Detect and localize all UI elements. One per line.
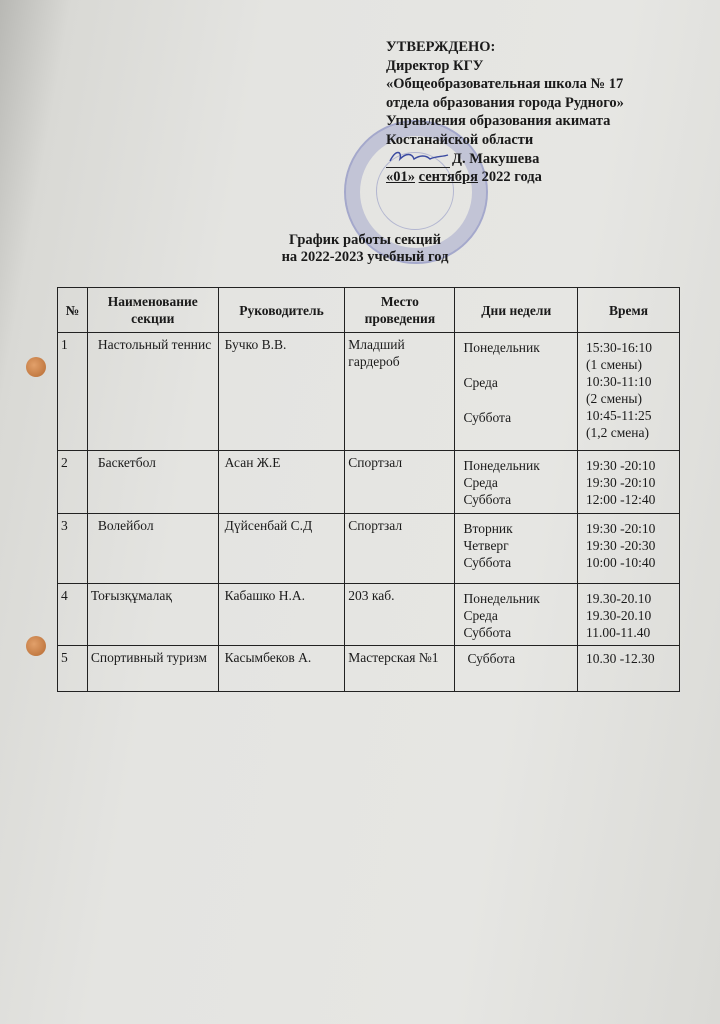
cell-section-name: Тоғызқұмалақ xyxy=(87,584,218,646)
time-item: 12:00 -12:40 xyxy=(586,492,656,507)
table-row xyxy=(58,514,680,584)
cell-days xyxy=(455,584,578,646)
day-item: Суббота xyxy=(463,625,512,640)
title-line-2: на 2022-2023 учебный год xyxy=(281,249,449,265)
time-item: 10.30 -12.30 xyxy=(586,651,655,666)
date-month: сентября xyxy=(418,169,478,186)
day-item: Четверг xyxy=(463,538,509,553)
cell-leader: Дүйсенбай С.Д xyxy=(218,514,345,584)
header-days: Дни недели xyxy=(455,288,578,333)
cell-place: Спортзал xyxy=(345,451,455,514)
day-item: Суббота xyxy=(463,492,512,507)
time-item: 19.30-20.10 xyxy=(586,608,652,623)
cell-leader: Бучко В.В. xyxy=(218,333,345,451)
header-place: Место проведения xyxy=(345,288,455,333)
approval-date xyxy=(386,168,716,187)
cell-days xyxy=(455,646,578,692)
table-row xyxy=(58,333,680,451)
day-item: Вторник xyxy=(463,521,513,536)
title-line-1: График работы секций xyxy=(289,232,441,248)
cell-leader: Касымбеков А. xyxy=(218,646,345,692)
day-item: Суббота xyxy=(463,410,512,425)
cell-number: 2 xyxy=(58,451,88,514)
approval-line: Управления образования акимата xyxy=(386,113,611,130)
document-title xyxy=(200,232,530,266)
time-item: 15:30-16:10 xyxy=(586,340,653,355)
day-item: Среда xyxy=(463,608,498,623)
time-item: 11.00-11.40 xyxy=(586,625,651,640)
cell-place: Спортзал xyxy=(345,514,455,584)
day-item: Среда xyxy=(463,375,498,390)
table-row xyxy=(58,451,680,514)
cell-time xyxy=(578,333,680,451)
cell-time xyxy=(578,451,680,514)
signer-name: Д. Макушева xyxy=(452,150,540,167)
time-item: 10:30-11:10 xyxy=(586,374,652,389)
time-item: 10:45-11:25 xyxy=(586,408,652,423)
date-year: 2022 года xyxy=(481,169,542,186)
approval-block xyxy=(386,38,716,187)
cell-time xyxy=(578,514,680,584)
binder-hole-top xyxy=(26,357,46,377)
day-item: Понедельник xyxy=(463,340,540,355)
approval-line: «Общеобразовательная школа № 17 xyxy=(386,76,624,93)
cell-number: 4 xyxy=(58,584,88,646)
header-leader: Руководитель xyxy=(218,288,345,333)
time-item: (1 смены) xyxy=(586,357,642,372)
time-item: 19:30 -20:10 xyxy=(586,458,656,473)
cell-number: 1 xyxy=(58,333,88,451)
cell-time xyxy=(578,646,680,692)
header-number: № xyxy=(58,288,88,333)
cell-section-name: Настольный теннис xyxy=(87,333,218,451)
signature-line xyxy=(386,150,716,169)
sections-schedule-table xyxy=(57,287,680,692)
day-item: Суббота xyxy=(463,555,512,570)
cell-section-name: Баскетбол xyxy=(87,451,218,514)
cell-place: Мастерская №1 xyxy=(345,646,455,692)
time-item: 19.30-20.10 xyxy=(586,591,652,606)
time-item: 19:30 -20:10 xyxy=(586,521,656,536)
cell-days xyxy=(455,333,578,451)
day-item: Понедельник xyxy=(463,591,540,606)
handwritten-signature xyxy=(386,151,450,168)
cell-number: 3 xyxy=(58,514,88,584)
time-item: (1,2 смена) xyxy=(586,425,650,440)
cell-time xyxy=(578,584,680,646)
time-item: 10:00 -10:40 xyxy=(586,555,656,570)
header-time: Время xyxy=(578,288,680,333)
day-item: Понедельник xyxy=(463,458,540,473)
day-item: Среда xyxy=(463,475,498,490)
approval-line: Директор КГУ xyxy=(386,57,484,74)
approval-heading: УТВЕРЖДЕНО: xyxy=(386,39,496,55)
table-row xyxy=(58,646,680,692)
cell-leader: Асан Ж.Е xyxy=(218,451,345,514)
approval-line: Костанайской области xyxy=(386,131,534,148)
header-section-name: Наименование секции xyxy=(87,288,218,333)
day-item: Суббота xyxy=(467,651,516,666)
cell-number: 5 xyxy=(58,646,88,692)
table-row xyxy=(58,584,680,646)
cell-place: Младший гардероб xyxy=(345,333,455,451)
cell-leader: Кабашко Н.А. xyxy=(218,584,345,646)
cell-days xyxy=(455,514,578,584)
time-item: (2 смены) xyxy=(586,391,642,406)
approval-line: отдела образования города Рудного» xyxy=(386,94,624,111)
cell-days xyxy=(455,451,578,514)
cell-section-name: Спортивный туризм xyxy=(87,646,218,692)
binder-hole-bottom xyxy=(26,636,46,656)
date-day: «01» xyxy=(386,169,415,186)
cell-place: 203 каб. xyxy=(345,584,455,646)
table-header-row xyxy=(58,288,680,333)
time-item: 19:30 -20:30 xyxy=(586,538,656,553)
time-item: 19:30 -20:10 xyxy=(586,475,656,490)
cell-section-name: Волейбол xyxy=(87,514,218,584)
